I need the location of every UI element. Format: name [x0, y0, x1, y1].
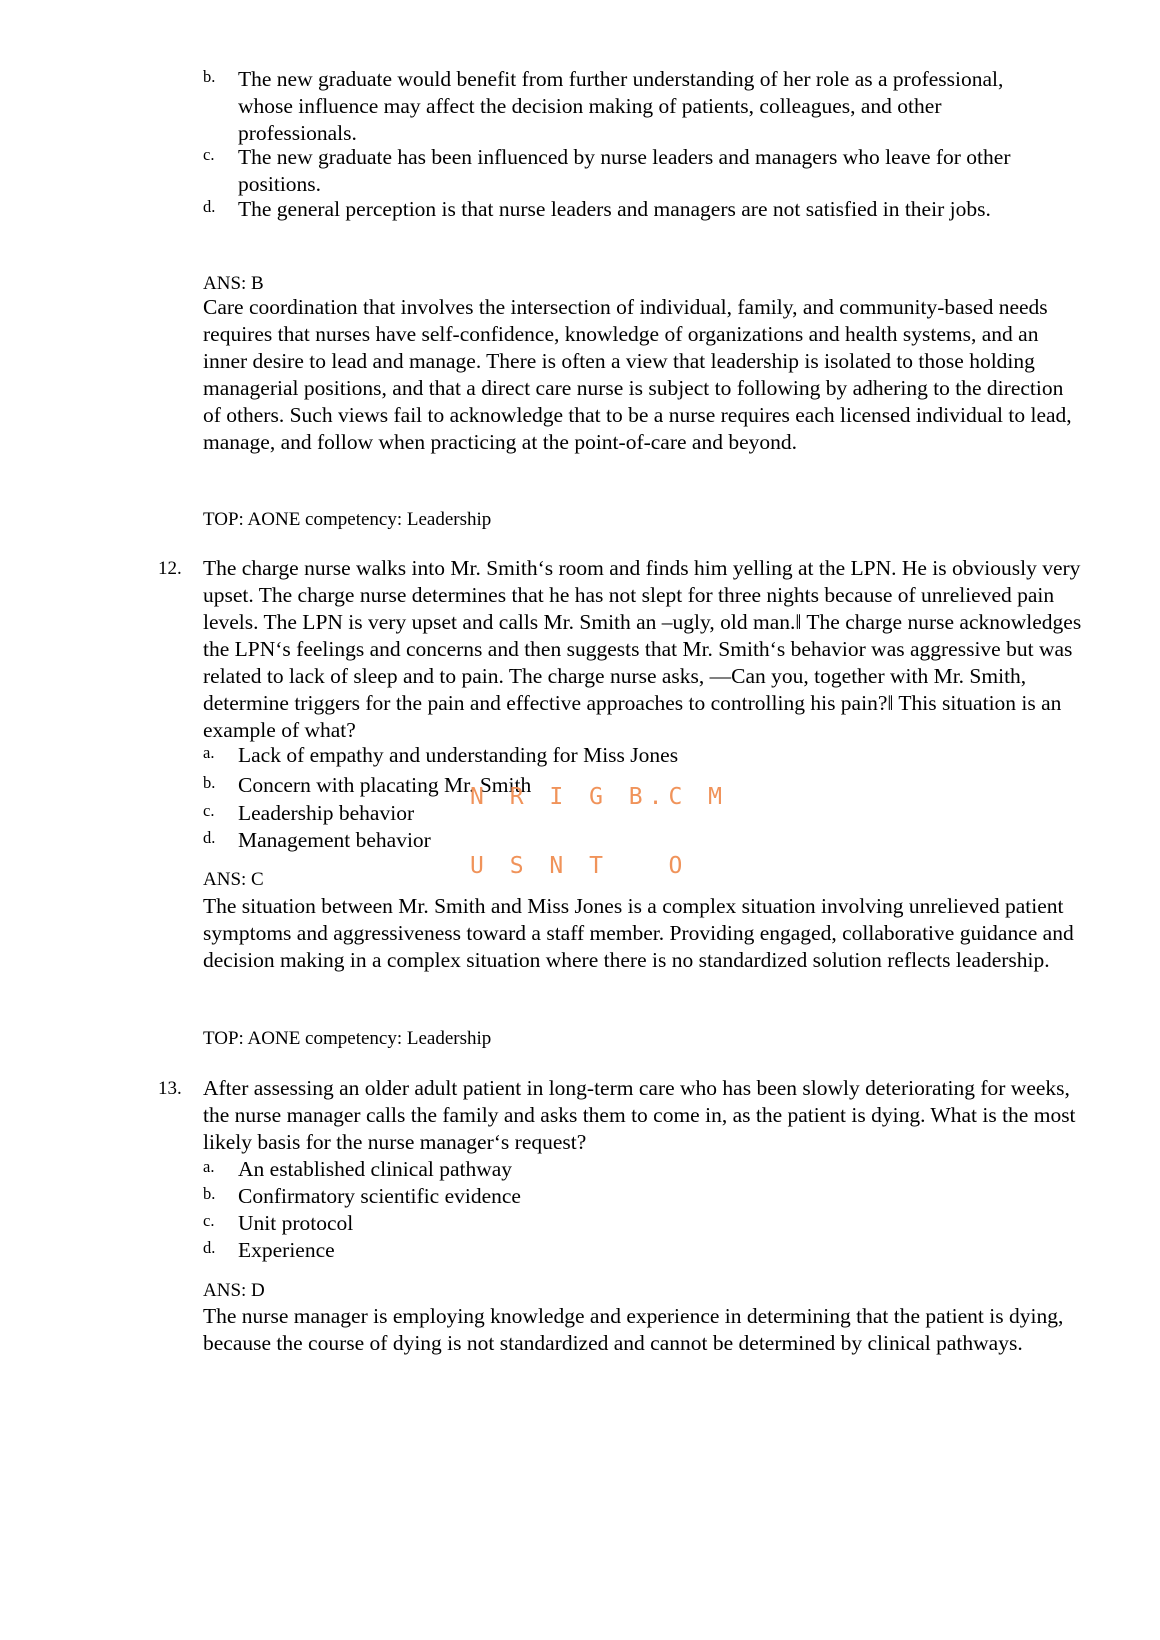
option-text: Experience: [238, 1238, 335, 1262]
option-text: Concern with placating Mr. Smith: [238, 773, 532, 797]
option-text: The new graduate would benefit from further understanding of her role as a professional, whose influence may affect the decision making of patients, colleagues, and other professionals.: [238, 67, 1004, 145]
option-letter: d.: [203, 1238, 216, 1257]
option-text: Confirmatory scientific evidence: [238, 1184, 521, 1208]
option-text: An established clinical pathway: [238, 1157, 513, 1181]
option-letter: c.: [203, 801, 215, 820]
question-number: 12.: [158, 558, 182, 579]
option-letter: b.: [203, 1184, 216, 1203]
option-letter: c.: [203, 145, 215, 164]
q11-option-d: [203, 196, 1023, 223]
question-stem: The charge nurse walks into Mr. Smith‘s room and finds him yelling at the LPN. He is obviously very upset. The charge nurse determines that he has not slept for three nights because of unrelieved pain levels. The LPN is very upset and calls Mr. Smith an –ugly, old man.‖ The charge nurse acknowledges the LPN‘s feelings and concerns and then suggests that Mr. Smith‘s behavior was aggressive but was related to lack of sleep and to pain. The charge nurse asks, ―Can you, together with Mr. Smith, determine triggers for the pain and effective approaches to controlling his pain?‖ This situation is an example of what?: [203, 556, 1082, 742]
option-text: Unit protocol: [238, 1211, 354, 1235]
q13-option-b: [203, 1183, 1023, 1210]
q11-answer: ANS: B: [203, 273, 264, 294]
q12-topic: TOP: AONE competency: Leadership: [203, 1028, 492, 1049]
q12-rationale: The situation between Mr. Smith and Miss Jones is a complex situation involving unrelieved patient symptoms and aggressiveness toward a staff member. Providing engaged, collaborative guidance and decision making in a complex situation where there is no standardized solution reflects leadership.: [203, 894, 1074, 972]
option-letter: b.: [203, 67, 216, 86]
question-stem: After assessing an older adult patient in long-term care who has been slowly deteriorating for weeks, the nurse manager calls the family and asks them to come in, as the patient is dying. What is the most likely basis for the nurse manager‘s request?: [203, 1076, 1076, 1154]
option-text: The general perception is that nurse leaders and managers are not satisfied in their jobs.: [238, 197, 991, 221]
q13-stem-block: [158, 1075, 1098, 1156]
question-number: 13.: [158, 1078, 182, 1099]
q13-rationale: The nurse manager is employing knowledge and experience in determining that the patient is dying, because the course of dying is not standardized and cannot be determined by clinical pathways.: [203, 1304, 1064, 1355]
q11-option-b: [203, 66, 1023, 147]
watermark-line-2: U S N T O: [470, 853, 689, 879]
option-letter: d.: [203, 828, 216, 847]
option-letter: a.: [203, 1157, 215, 1176]
q12-stem-block: [158, 555, 1098, 744]
option-text: Management behavior: [238, 828, 431, 852]
option-text: Leadership behavior: [238, 801, 415, 825]
watermark: [470, 740, 728, 924]
q11-option-c: [203, 144, 1023, 198]
q13-option-d: [203, 1237, 1023, 1264]
q13-option-a: [203, 1156, 1023, 1183]
q11-rationale: Care coordination that involves the intersection of individual, family, and community-based needs requires that nurses have self-confidence, knowledge of organizations and health systems, and an inner desire to lead and manage. There is often a view that leadership is isolated to those holding managerial positions, and that a direct care nurse is subject to following by adhering to the direction of others. Such views fail to acknowledge that to be a nurse requires each licensed individual to lead, manage, and follow when practicing at the point-of-care and beyond.: [203, 295, 1072, 454]
option-letter: b.: [203, 773, 216, 792]
q11-topic: TOP: AONE competency: Leadership: [203, 509, 492, 530]
watermark-line-1: N R I G B.C M: [470, 784, 729, 810]
option-letter: d.: [203, 197, 216, 216]
q13-option-c: [203, 1210, 1023, 1237]
option-text: Lack of empathy and understanding for Miss Jones: [238, 743, 679, 767]
option-text: The new graduate has been influenced by nurse leaders and managers who leave for other positions.: [238, 145, 1011, 196]
option-letter: a.: [203, 743, 215, 762]
q13-answer: ANS: D: [203, 1280, 265, 1301]
q12-answer: ANS: C: [203, 869, 264, 890]
option-letter: c.: [203, 1211, 215, 1230]
